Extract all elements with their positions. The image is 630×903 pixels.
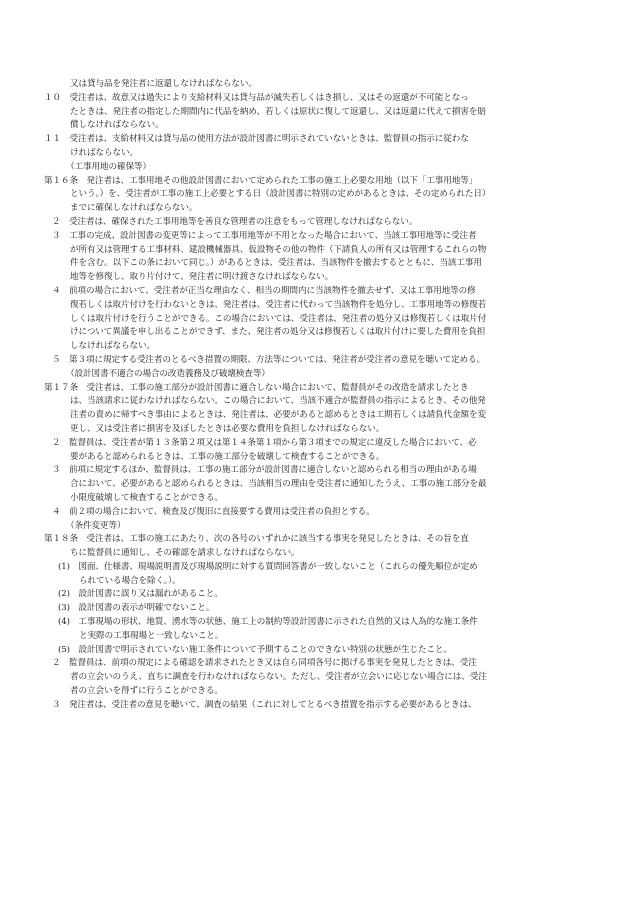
text-line: と実際の工事現場と一致しないこと。 [79, 630, 224, 641]
document-page [44, 78, 612, 713]
text-line: ３ 工事の完成、設計図書の変更等によって工事用地等が不用となった場合において、当該工事用地等に受注者 [52, 230, 477, 241]
text-line: 又は貸与品を発注者に返還しなければならない。 [70, 79, 257, 89]
text-line: けについて異議を申し出ることができず、また、発注者の処分又は修復若しくは取片付けに要した費用を負担 [70, 327, 486, 338]
text-line: られている場合を除く。）。 [79, 575, 181, 586]
text-line: ４ 前項の場合において、受注者が正当な理由なく、相当の期間内に当該物件を撤去せず、又は工事用地等の修 [52, 285, 476, 296]
text-line: 第１８条 受注者は、工事の施工にあたり、次の各号のいずれかに該当する事実を発見したときは、その旨を直 [44, 534, 469, 545]
text-line: 償しなければならない。 [70, 120, 164, 131]
text-line: ２ 監督員は、前項の規定による確認を請求されたとき又は自ら同項各号に掲げる事実を発見したときは、受注 [52, 658, 477, 669]
text-line: ４ 前２項の場合において、検査及び復旧に直接要する費用は受注者の負担とする。 [52, 506, 375, 517]
text-line: 者の立会いを得ずに行うことができる。 [70, 686, 223, 697]
text-line: 件を含む。以下この条において同じ。）があるときは、受注者は、当該物件を撤去するとともに、当該工事用 [70, 258, 482, 269]
text-line: （工事用地の確保等） [66, 161, 151, 172]
text-line: (4) 工事現場の形状、地質、湧水等の状態、施工上の制約等設計図書に示された自然的又は人為的な施工条件 [58, 617, 478, 628]
text-line: 合において、必要があると認められるときは、当該相当の理由を受注者に通知したうえ、工事の施工部分を最 [70, 479, 487, 490]
text-line: (1) 図面、仕様書、現場説明書及び現場説明に対する質問回答書が一致しないこと（これらの優先順位が定め [58, 561, 478, 572]
text-line: 注者の責めに帰すべき事由によるときは、発注者は、必要があると認めるときは工期若しくは請負代金額を変 [70, 410, 487, 421]
text-line: 第１７条 受注者は、工事の施工部分が設計図書に適合しない場合において、監督員がその改造を請求したとき [44, 382, 469, 393]
text-line: までに確保しなければならない。 [70, 203, 198, 214]
text-line: 第１６条 発注者は、工事用地その他設計図書において定められた工事の施工上必要な用地（以下「工事用地等」 [44, 175, 478, 186]
text-line: 者の立会いのうえ、直ちに調査を行わなければならない。ただし、受注者が立会いに応じない場合には、受注 [70, 672, 487, 683]
text-line: （設計図書不適合の場合の改造義務及び破壊検査等） [66, 368, 270, 379]
text-line: ちに監督員に通知し、その確認を請求しなければならない。 [70, 548, 300, 559]
text-line: ２ 監督員は、受注者が第１３条第２項又は第１４条第１項から第３項までの規定に違反した場合において、必 [52, 437, 477, 448]
text-line: は、当該請求に従わなければならない。この場合において、当該不適合が監督員の指示によるとき、その他発 [70, 396, 486, 407]
text-line: 復若しくは取片付けを行わないときは、発注者は、受注者に代わって当該物件を処分し、工事用地等の修復若 [70, 299, 487, 310]
text-line: （条件変更等） [66, 520, 126, 531]
text-line: ３ 前項に規定するほか、監督員は、工事の施工部分が設計図書に適合しないと認められる相当の理由がある場 [52, 465, 477, 476]
text-line: １１ 受注者は、支給材料又は貸与品の使用方法が設計図書に明示されていないときは、監督員の指示に従わな [44, 134, 469, 145]
text-line: が所有又は管理する工事材料、建設機械器具、仮設物その他の物件（下請負人の所有又は管理するこれらの物 [70, 244, 487, 255]
text-line: 要があると認められるときは、工事の施工部分を破壊して検査することができる。 [70, 451, 385, 462]
text-line: 地等を修復し、取り片付けて、発注者に明け渡さなければならない。 [70, 272, 334, 283]
text-line: 小限度破壊して検査することができる。 [70, 492, 223, 503]
text-line: ５ 第３項に規定する受注者のとるべき措置の期限、方法等については、発注者が受注者の意見を聴いて定める。 [52, 354, 486, 365]
text-line: 更し、又は受注者に損害を及ぼしたときは必要な費用を負担しなければならない。 [70, 423, 385, 434]
text-line: ければならない。 [70, 147, 138, 158]
text-line: という。）を、受注者が工事の施工上必要とする日（設計図書に特別の定めがあるときは、その定められた日） [70, 189, 491, 200]
text-line: (5) 設計図書で明示されていない施工条件について予期することのできない特別の状態が生じたこと。 [58, 644, 452, 655]
text-line: (3) 設計図書の表示が明確でないこと。 [58, 603, 215, 614]
text-line: しなければならない。 [70, 341, 155, 352]
text-line: ２ 受注者は、確保された工事用地等を善良な管理者の注意をもって管理しなければならない。 [52, 216, 418, 227]
text-line: たときは、発注者の指定した期間内に代品を納め、若しくは原状に復して返還し、又は返還に代えて損害を賠 [70, 106, 486, 117]
text-line: しくは取片付けを行うことができる。この場合においては、受注者は、発注者の処分又は修復若しくは取片付 [70, 313, 487, 324]
text-line: １０ 受注者は、故意又は過失により支給材料又は貸与品が滅失若しくはき損し、又はその返還が不可能となっ [44, 92, 469, 103]
text-line: (2) 設計図書に誤り又は漏れがあること。 [58, 589, 223, 600]
text-line: ３ 発注者は、受注者の意見を聴いて、調査の結果（これに対してとるべき措置を指示する必要があるときは、 [52, 699, 477, 710]
